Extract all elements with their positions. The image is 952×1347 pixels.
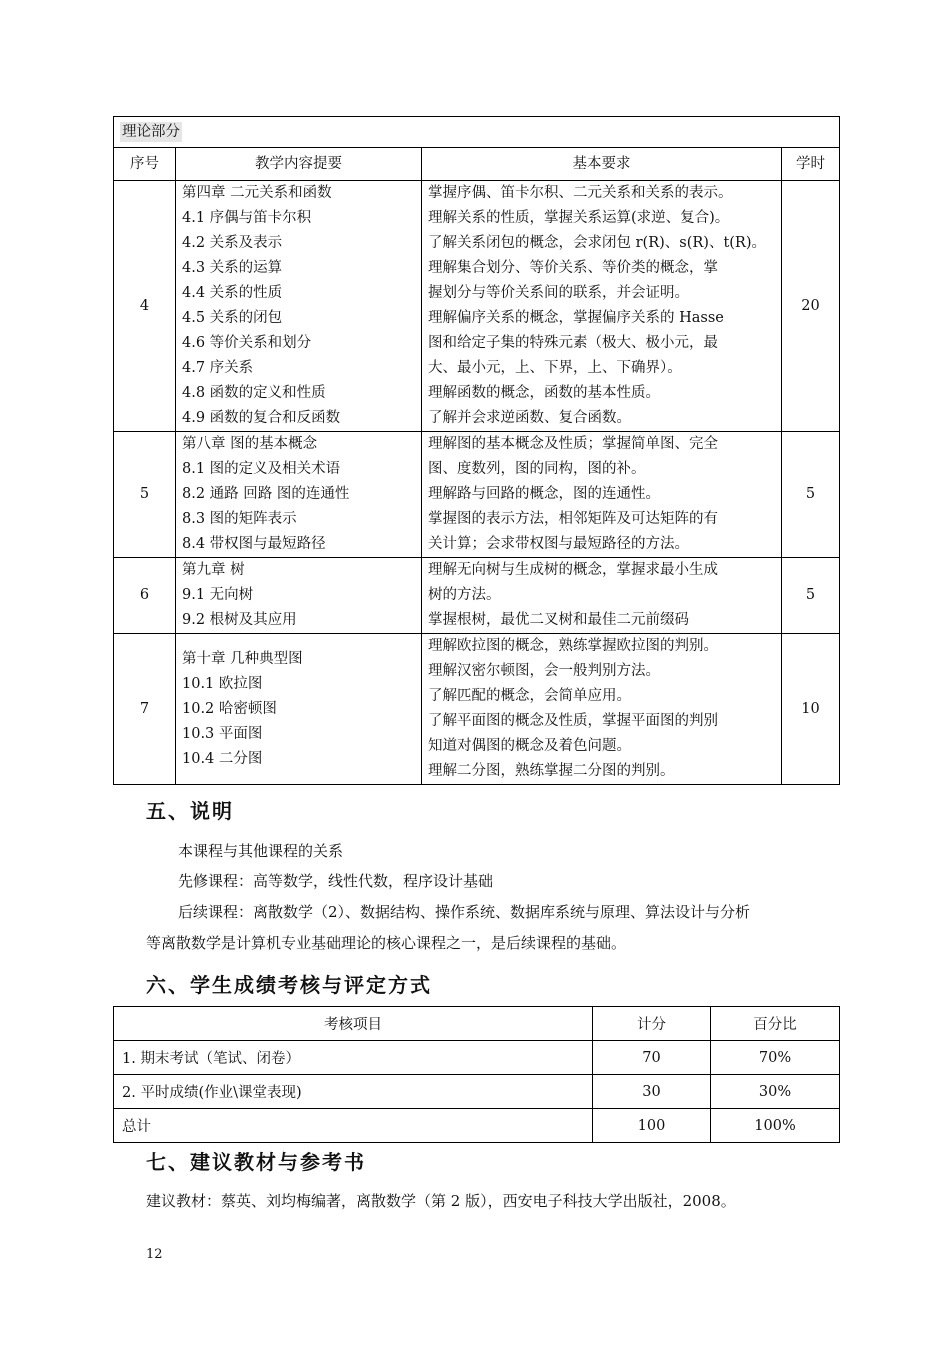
requirement-line: 知道对偶图的概念及着色问题。 — [428, 738, 631, 754]
content-line: 4.9 函数的复合和反函数 — [182, 410, 341, 426]
requirement-line: 理解关系的性质，掌握关系运算(求逆、复合)。 — [428, 210, 730, 226]
row-content — [176, 634, 422, 785]
item-cell: 1. 期末考试（笔试、闭卷） — [114, 1041, 593, 1075]
table-row — [114, 432, 840, 558]
relation-text: 本课程与其他课程的关系 — [178, 842, 344, 860]
content-line: 4.2 关系及表示 — [182, 235, 283, 251]
row-num: 6 — [114, 558, 176, 634]
content-line: 8.2 通路 回路 图的连通性 — [182, 486, 350, 502]
item-cell: 2. 平时成绩(作业\课堂表现) — [114, 1075, 593, 1109]
requirement-line: 理解二分图，熟练掌握二分图的判别。 — [428, 763, 675, 779]
requirement-line: 关计算；会求带权图与最短路径的方法。 — [428, 536, 689, 552]
table-row — [114, 634, 840, 785]
table-header-row — [114, 148, 840, 181]
content-line: 4.7 序关系 — [182, 360, 254, 376]
section7-heading: 七、建议教材与参考书 — [146, 1150, 366, 1174]
requirement-line: 理解路与回路的概念，图的连通性。 — [428, 486, 660, 502]
percent-cell: 70% — [711, 1041, 840, 1075]
content-line: 9.1 无向树 — [182, 587, 254, 603]
requirement-line: 掌握图的表示方法，相邻矩阵及可达矩阵的有 — [428, 511, 718, 527]
row-num: 7 — [114, 634, 176, 785]
row-hours: 5 — [782, 432, 840, 558]
content-line: 4.8 函数的定义和性质 — [182, 385, 326, 401]
requirement-line: 理解函数的概念，函数的基本性质。 — [428, 385, 660, 401]
assessment-table — [113, 1006, 840, 1143]
row-num: 4 — [114, 181, 176, 432]
row-hours: 5 — [782, 558, 840, 634]
header-content: 教学内容提要 — [176, 148, 422, 181]
header-score: 计分 — [593, 1007, 711, 1041]
requirement-line: 理解汉密尔顿图，会一般判别方法。 — [428, 663, 660, 679]
content-line: 第十章 几种典型图 — [182, 650, 303, 667]
table-row — [114, 558, 840, 634]
page-number: 12 — [146, 1247, 163, 1262]
table-row — [114, 1109, 840, 1143]
row-num: 5 — [114, 432, 176, 558]
row-hours: 20 — [782, 181, 840, 432]
table-row — [114, 181, 840, 432]
table-row — [114, 1075, 840, 1109]
section-label-cell — [114, 117, 840, 148]
assessment-header-row — [114, 1007, 840, 1041]
content-line: 4.3 关系的运算 — [182, 260, 283, 276]
content-line: 8.3 图的矩阵表示 — [182, 511, 297, 527]
header-hours: 学时 — [782, 148, 840, 181]
textbook-text: 建议教材：蔡英、刘均梅编著，离散数学（第 2 版），西安电子科技大学出版社，2008。 — [146, 1192, 736, 1210]
requirement-line: 了解匹配的概念，会简单应用。 — [428, 688, 631, 704]
requirement-line: 了解关系闭包的概念，会求闭包 r(R)、s(R)、t(R)。 — [428, 235, 767, 251]
section6-heading: 六、学生成绩考核与评定方式 — [146, 973, 432, 997]
requirement-line: 理解集合划分、等价关系、等价类的概念，掌 — [428, 260, 718, 276]
requirement-line: 理解偏序关系的概念，掌握偏序关系的 Hasse — [428, 310, 724, 326]
content-line: 第四章 二元关系和函数 — [182, 185, 332, 201]
requirement-line: 理解无向树与生成树的概念，掌握求最小生成 — [428, 562, 718, 578]
content-line: 10.1 欧拉图 — [182, 675, 263, 692]
percent-cell: 30% — [711, 1075, 840, 1109]
table-row — [114, 1041, 840, 1075]
content-line: 4.5 关系的闭包 — [182, 310, 283, 326]
header-percent: 百分比 — [711, 1007, 840, 1041]
row-requirements — [422, 634, 782, 785]
requirement-line: 掌握序偶、笛卡尔积、二元关系和关系的表示。 — [428, 185, 733, 201]
content-line: 4.6 等价关系和划分 — [182, 335, 312, 351]
requirement-line: 掌握根树，最优二叉树和最佳二元前缀码 — [428, 612, 689, 628]
row-requirements — [422, 432, 782, 558]
header-requirements: 基本要求 — [422, 148, 782, 181]
score-cell: 100 — [593, 1109, 711, 1143]
content-line: 4.1 序偶与笛卡尔积 — [182, 210, 312, 226]
requirement-line: 握划分与等价关系间的联系，并会证明。 — [428, 285, 689, 301]
row-content — [176, 558, 422, 634]
requirement-line: 图和给定子集的特殊元素（极大、极小元，最 — [428, 335, 718, 351]
content-line: 9.2 根树及其应用 — [182, 612, 297, 628]
row-requirements — [422, 558, 782, 634]
requirement-line: 树的方法。 — [428, 587, 501, 603]
row-requirements — [422, 181, 782, 432]
content-line: 10.2 哈密顿图 — [182, 700, 277, 717]
header-item: 考核项目 — [114, 1007, 593, 1041]
follow-text-line2: 等离散数学是计算机专业基础理论的核心课程之一，是后续课程的基础。 — [146, 934, 627, 952]
percent-cell: 100% — [711, 1109, 840, 1143]
requirement-line: 大、最小元，上、下界，上、下确界）。 — [428, 360, 682, 376]
content-line: 8.4 带权图与最短路径 — [182, 536, 326, 552]
item-cell: 总计 — [114, 1109, 593, 1143]
content-line: 10.4 二分图 — [182, 750, 263, 767]
content-line: 8.1 图的定义及相关术语 — [182, 461, 341, 477]
theory-table — [113, 116, 840, 785]
requirement-line: 理解图的基本概念及性质；掌握简单图、完全 — [428, 436, 718, 452]
content-line: 第九章 树 — [182, 562, 245, 578]
content-line: 4.4 关系的性质 — [182, 285, 283, 301]
requirement-line: 理解欧拉图的概念，熟练掌握欧拉图的判别。 — [428, 638, 718, 654]
prereq-text: 先修课程：高等数学，线性代数，程序设计基础 — [178, 872, 494, 890]
row-hours: 10 — [782, 634, 840, 785]
row-content — [176, 181, 422, 432]
requirement-line: 图、度数列，图的同构，图的补。 — [428, 461, 646, 477]
section-label: 理论部分 — [122, 123, 180, 140]
score-cell: 30 — [593, 1075, 711, 1109]
header-num: 序号 — [114, 148, 176, 181]
row-content — [176, 432, 422, 558]
requirement-line: 了解平面图的概念及性质，掌握平面图的判别 — [428, 713, 718, 729]
content-line: 10.3 平面图 — [182, 725, 263, 742]
section5-heading: 五、说明 — [146, 799, 234, 823]
requirement-line: 了解并会求逆函数、复合函数。 — [428, 410, 631, 426]
follow-text-line1: 后续课程：离散数学（2）、数据结构、操作系统、数据库系统与原理、算法设计与分析 — [178, 903, 751, 921]
content-line: 第八章 图的基本概念 — [182, 436, 318, 452]
score-cell: 70 — [593, 1041, 711, 1075]
